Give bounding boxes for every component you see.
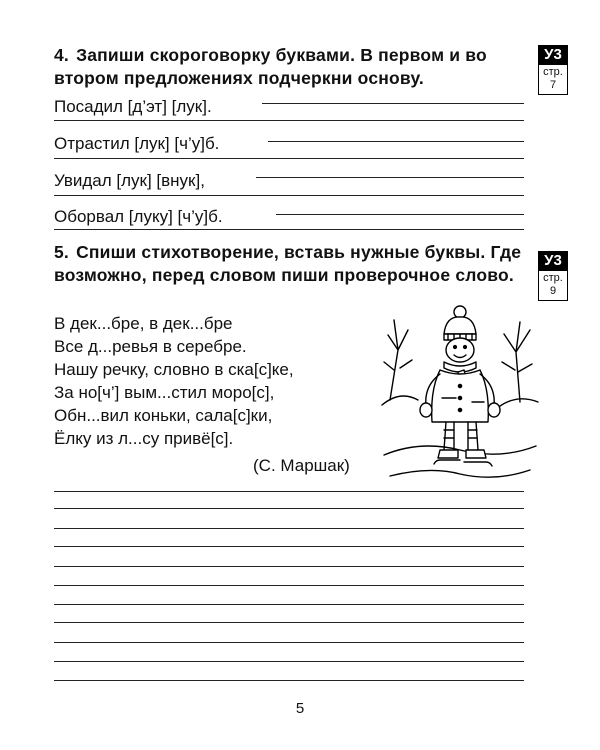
task-4-badge-code: У3 (538, 45, 568, 65)
writing-line (54, 680, 524, 681)
task-5-badge-page-num: 9 (549, 285, 557, 297)
task-5-heading (54, 241, 524, 287)
poem-line: Ёлку из л...су привё[с]. (54, 429, 234, 448)
task-5-instruction: Спиши стихотворение, вставь нужные буквы. Где возможно, перед словом пиши проверочное слово. (54, 242, 522, 285)
answer-line (54, 158, 524, 159)
task-4-badge-page-num: 7 (549, 79, 557, 91)
answer-line (256, 177, 524, 178)
poem-author: (С. Маршак) (253, 456, 350, 475)
poem-line: В дек...бре, в дек...бре (54, 314, 233, 333)
poem-line: За но[ч’] вым...стил моро[с], (54, 383, 275, 402)
tongue-twister-line-1: Посадил [д’эт] [лук]. (54, 97, 212, 116)
answer-line (54, 120, 524, 121)
task-4-badge-ref (538, 65, 568, 95)
skater-child-illustration (380, 290, 540, 490)
task-4-badge (538, 45, 568, 95)
task-5-badge-code: У3 (538, 251, 568, 271)
task-5-number: 5. (54, 242, 69, 262)
writing-line (54, 642, 524, 643)
task-5-badge (538, 251, 568, 301)
answer-line (268, 141, 524, 142)
tongue-twister-line-4: Оборвал [луку] [ч’у]б. (54, 207, 223, 226)
poem (54, 312, 294, 450)
answer-line (276, 214, 524, 215)
answer-line (54, 229, 524, 230)
writing-line (54, 566, 524, 567)
writing-line (54, 546, 524, 547)
tongue-twister-line-3: Увидал [лук] [внук], (54, 171, 205, 190)
task-4-instruction: Запиши скороговорку буквами. В первом и во втором предложениях подчеркни основу. (54, 45, 487, 88)
writing-line (54, 491, 524, 492)
poem-line: Все д...ревья в серебре. (54, 337, 247, 356)
writing-line (54, 508, 524, 509)
task-4-heading (54, 44, 524, 90)
task-4-badge-page-label: стр. (543, 66, 563, 78)
task-5-badge-page-label: стр. (543, 272, 563, 284)
tongue-twister-line-2: Отрастил [лук] [ч’у]б. (54, 134, 220, 153)
task-4-number: 4. (54, 45, 69, 65)
poem-line: Обн...вил коньки, сала[с]ки, (54, 406, 273, 425)
task-5-badge-ref (538, 271, 568, 301)
answer-line (54, 195, 524, 196)
poem-line: Нашу речку, словно в ска[с]ке, (54, 360, 294, 379)
writing-line (54, 604, 524, 605)
page-number: 5 (295, 700, 305, 717)
writing-line (54, 661, 524, 662)
writing-line (54, 585, 524, 586)
writing-line (54, 528, 524, 529)
writing-line (54, 622, 524, 623)
answer-line (262, 103, 524, 104)
